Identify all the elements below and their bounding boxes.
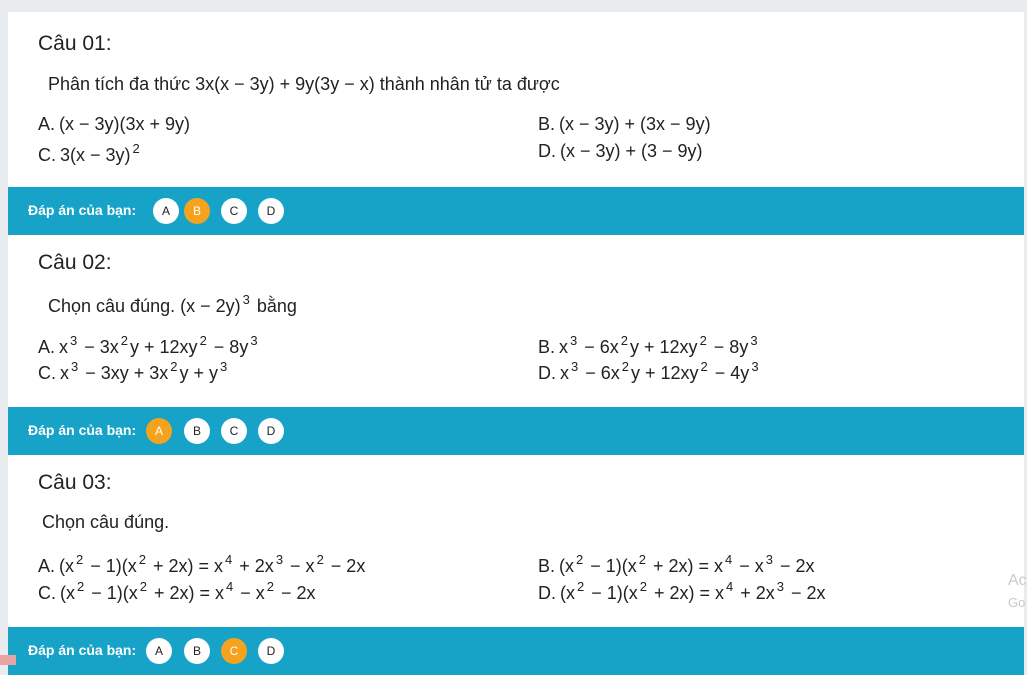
question-card-3 — [8, 455, 1027, 627]
option-text: 3(x − 3y) — [60, 145, 131, 165]
option-c: C. (x $^2$ − 1)(x $^2$ + 2x) = x $^4$ − x $^2$ − 2x — [38, 579, 316, 603]
choice-a-button[interactable]: A — [146, 638, 172, 664]
option-b — [538, 114, 711, 135]
option-c — [38, 141, 142, 166]
option-text: (x − 3y) + (3 − 9y) — [560, 141, 703, 161]
choice-b-button[interactable]: B — [184, 418, 210, 444]
choice-a-button[interactable]: A — [146, 418, 172, 444]
answer-bar-3 — [8, 627, 1024, 675]
choice-d-button[interactable]: D — [258, 638, 284, 664]
option-d: D. x $^3$ − 6x $^2$ y + 12xy $^2$ − 4y $^3$ — [538, 359, 759, 383]
answer-label: Đáp án của bạn: — [28, 422, 137, 438]
activation-watermark-sub: Go — [1008, 595, 1026, 610]
option-d: D. (x $^2$ − 1)(x $^2$ + 2x) = x $^4$ + 2x $^3$ − 2x — [538, 579, 826, 603]
option-label: D. — [538, 583, 556, 603]
exponent: 3 — [242, 292, 250, 307]
answer-label: Đáp án của bạn: — [28, 642, 137, 658]
option-text: (x − 3y) + (3x − 9y) — [559, 114, 711, 134]
option-label: A. — [38, 114, 56, 134]
question-card-1 — [8, 12, 1024, 187]
prompt-text: bằng — [256, 296, 297, 316]
choice-b-button[interactable]: B — [184, 198, 210, 224]
question-title: Câu 03: — [38, 471, 112, 494]
question-card-2 — [8, 235, 1024, 407]
option-text: (x − 3y)(3x + 9y) — [59, 114, 191, 134]
question-prompt: Chọn câu đúng. — [42, 512, 170, 532]
option-label: D. — [538, 363, 556, 383]
choice-c-button[interactable]: C — [221, 418, 247, 444]
answer-bar-1 — [8, 187, 1024, 235]
prompt-text: Chọn câu đúng. (x − 2y) — [48, 296, 241, 316]
option-label: B. — [538, 556, 556, 576]
exponent: 2 — [132, 141, 140, 156]
option-label: D. — [538, 141, 556, 161]
option-b: B. (x $^2$ − 1)(x $^2$ + 2x) = x $^4$ − x $^3$ − 2x — [538, 552, 815, 576]
choice-d-button[interactable]: D — [258, 198, 284, 224]
option-a — [38, 114, 190, 135]
question-prompt — [48, 292, 297, 317]
question-title: Câu 01: — [38, 32, 112, 55]
option-label: A. — [38, 337, 56, 357]
choice-d-button[interactable]: D — [258, 418, 284, 444]
option-label: C. — [38, 145, 56, 165]
choice-c-button[interactable]: C — [221, 638, 247, 664]
activation-watermark: Ac — [1008, 572, 1027, 589]
taskbar-corner — [0, 655, 16, 665]
top-bar — [0, 0, 1024, 10]
option-c: C. x $^3$ − 3xy + 3x $^2$ y + y $^3$ — [38, 359, 228, 383]
option-label: B. — [538, 114, 556, 134]
answer-bar-2 — [8, 407, 1024, 455]
choice-b-button[interactable]: B — [184, 638, 210, 664]
choice-a-button[interactable]: A — [153, 198, 179, 224]
option-b: B. x $^3$ − 6x $^2$ y + 12xy $^2$ − 8y $^3$ — [538, 333, 758, 357]
option-label: C. — [38, 363, 56, 383]
option-a: A. (x $^2$ − 1)(x $^2$ + 2x) = x $^4$ + 2x $^3$ − x $^2$ − 2x — [38, 552, 366, 576]
option-label: A. — [38, 556, 56, 576]
question-prompt: Phân tích đa thức 3x(x − 3y) + 9y(3y − x) thành nhân tử ta được — [48, 74, 560, 94]
option-d — [538, 141, 703, 162]
answer-label: Đáp án của bạn: — [28, 202, 137, 218]
question-title: Câu 02: — [38, 251, 112, 274]
option-a: A. x $^3$ − 3x $^2$ y + 12xy $^2$ − 8y $^3$ — [38, 333, 258, 357]
option-label: B. — [538, 337, 556, 357]
option-label: C. — [38, 583, 56, 603]
choice-c-button[interactable]: C — [221, 198, 247, 224]
